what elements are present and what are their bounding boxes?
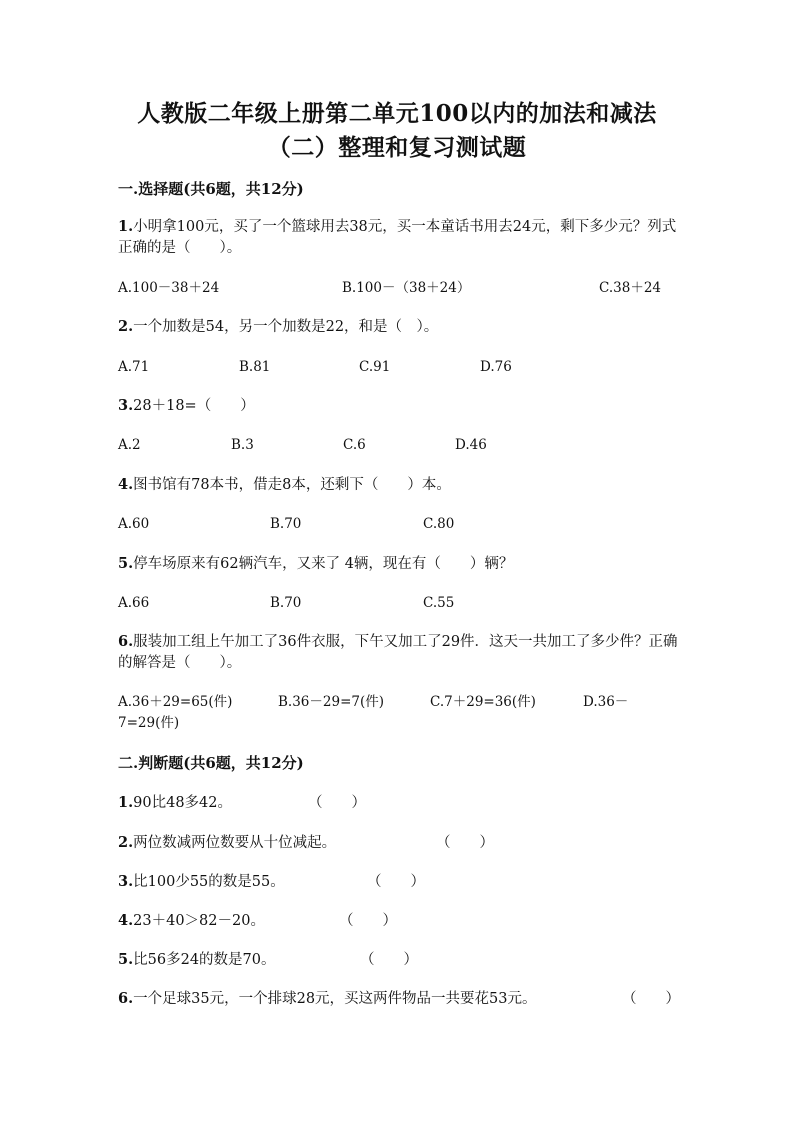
question-number: 4. bbox=[118, 476, 134, 493]
answer-paren-6[interactable]: （ ） bbox=[622, 991, 680, 1007]
question-text: 服装加工组上午加工了36件衣服，下午又加工了29件．这天一共加工了多少件？正确的解答是（ ）。 bbox=[118, 634, 678, 671]
judge-question-2 bbox=[118, 831, 336, 852]
option-c[interactable]: C.6 bbox=[343, 437, 366, 453]
question-number: 3. bbox=[118, 873, 134, 890]
question-4 bbox=[118, 474, 678, 496]
question-number: 6. bbox=[118, 633, 134, 650]
option-a[interactable]: A.36＋29=65(件) bbox=[118, 694, 233, 710]
question-text: 比56多24的数是70。 bbox=[133, 952, 276, 968]
option-d-continuation: 7=29(件) bbox=[118, 715, 180, 731]
page-title-line2: （二）整理和复习测试题 bbox=[267, 134, 527, 161]
question-number: 2. bbox=[118, 318, 134, 335]
question-text: 停车场原来有62辆汽车，又来了 4辆，现在有（ ）辆？ bbox=[133, 556, 514, 572]
answer-paren-2[interactable]: （ ） bbox=[436, 835, 494, 851]
question-1 bbox=[118, 216, 678, 259]
judge-question-5 bbox=[118, 948, 276, 969]
question-number: 6. bbox=[118, 990, 134, 1007]
option-c[interactable]: C.7＋29=36(件) bbox=[430, 694, 536, 710]
option-d[interactable]: D.46 bbox=[455, 437, 487, 453]
question-text: 图书馆有78本书，借走8本，还剩下（ ）本。 bbox=[133, 477, 451, 493]
judge-question-1 bbox=[118, 791, 232, 812]
judge-question-3 bbox=[118, 870, 285, 891]
option-b[interactable]: B.3 bbox=[231, 437, 254, 453]
judge-question-4 bbox=[118, 909, 265, 930]
question-number: 1. bbox=[118, 218, 134, 235]
question-text: 比100少55的数是55。 bbox=[133, 874, 285, 890]
page-title-line1: 人教版二年级上册第二单元100以内的加法和减法 bbox=[137, 100, 657, 127]
option-b[interactable]: B.70 bbox=[270, 595, 302, 611]
question-text: 28＋18=（ ） bbox=[133, 398, 255, 414]
option-a[interactable]: A.71 bbox=[118, 359, 150, 375]
question-text: 90比48多42。 bbox=[133, 795, 232, 811]
question-number: 2. bbox=[118, 834, 134, 851]
option-c[interactable]: C.55 bbox=[423, 595, 455, 611]
option-a[interactable]: A.60 bbox=[118, 516, 150, 532]
question-text: 一个加数是54，另一个加数是22，和是（ ）。 bbox=[133, 319, 439, 335]
option-b[interactable]: B.100－（38＋24） bbox=[342, 280, 471, 296]
option-d[interactable]: D.36－ bbox=[583, 694, 629, 710]
answer-paren-3[interactable]: （ ） bbox=[367, 874, 425, 890]
question-text: 两位数减两位数要从十位减起。 bbox=[133, 835, 337, 851]
option-c[interactable]: C.91 bbox=[359, 359, 391, 375]
option-d[interactable]: D.76 bbox=[480, 359, 512, 375]
option-b[interactable]: B.81 bbox=[239, 359, 271, 375]
answer-paren-4[interactable]: （ ） bbox=[339, 913, 397, 929]
question-number: 5. bbox=[118, 555, 134, 572]
option-a[interactable]: A.66 bbox=[118, 595, 150, 611]
answer-paren-5[interactable]: （ ） bbox=[360, 952, 418, 968]
question-number: 1. bbox=[118, 794, 134, 811]
section-heading-choice: 一.选择题(共6题，共12分) bbox=[118, 180, 304, 198]
option-b[interactable]: B.70 bbox=[270, 516, 302, 532]
answer-paren-1[interactable]: （ ） bbox=[308, 795, 366, 811]
question-6 bbox=[118, 631, 678, 674]
option-a[interactable]: A.100－38＋24 bbox=[118, 280, 220, 296]
question-number: 3. bbox=[118, 397, 134, 414]
question-text: 小明拿100元，买了一个篮球用去38元，买一本童话书用去24元，剩下多少元？列式正确的是（ ）。 bbox=[118, 219, 677, 256]
question-text: 一个足球35元，一个排球28元，买这两件物品一共要花53元。 bbox=[133, 991, 537, 1007]
option-c[interactable]: C.80 bbox=[423, 516, 455, 532]
question-2 bbox=[118, 316, 678, 338]
question-number: 4. bbox=[118, 912, 134, 929]
question-3 bbox=[118, 395, 678, 417]
judge-question-6 bbox=[118, 987, 537, 1008]
question-text: 23＋40＞82－20。 bbox=[133, 913, 265, 929]
option-b[interactable]: B.36－29=7(件) bbox=[278, 694, 385, 710]
question-5 bbox=[118, 553, 678, 575]
option-c[interactable]: C.38＋24 bbox=[599, 280, 661, 296]
option-a[interactable]: A.2 bbox=[118, 437, 141, 453]
question-number: 5. bbox=[118, 951, 134, 968]
section-heading-judgement: 二.判断题(共6题，共12分) bbox=[118, 754, 304, 772]
options-q6 bbox=[118, 692, 678, 734]
